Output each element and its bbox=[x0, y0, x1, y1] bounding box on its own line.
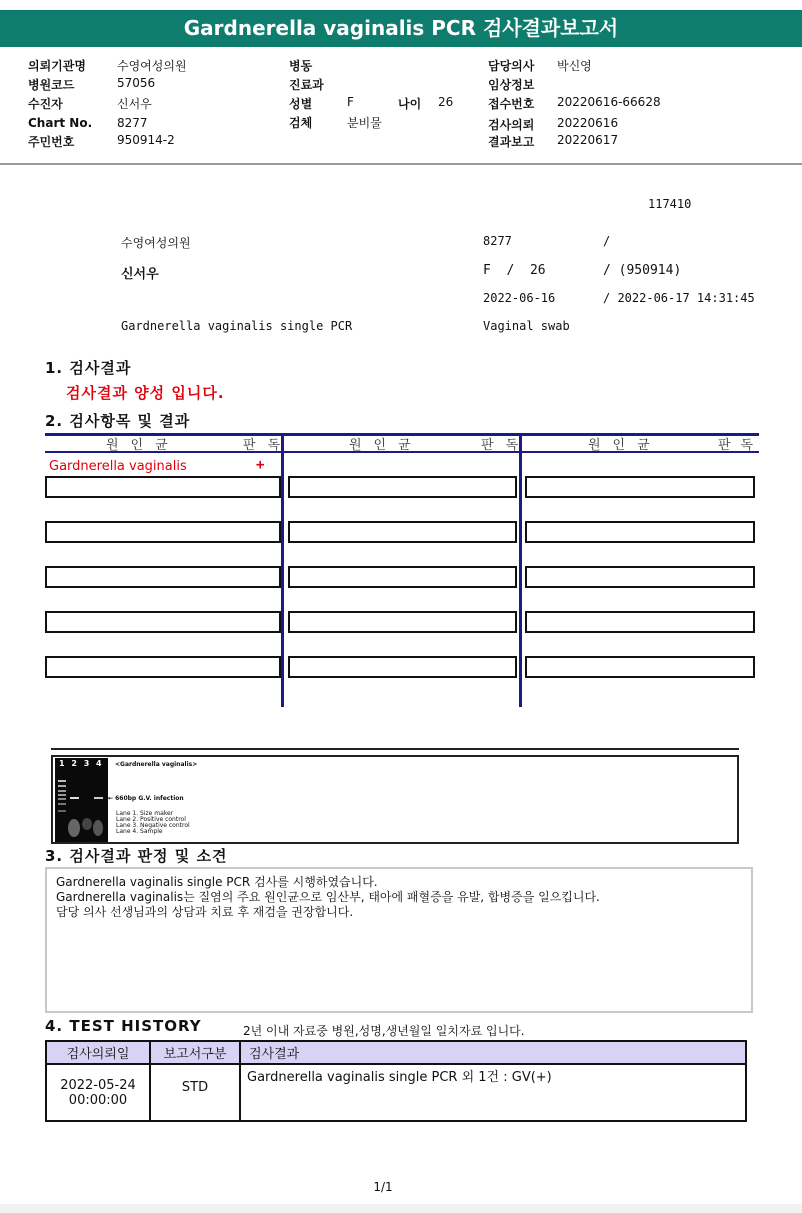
finding-line: Gardnerella vaginalis는 질염의 주요 원인균으로 임산부, 태아에 패혈증을 유발, 합병증을 일으킵니다. bbox=[56, 890, 600, 904]
summary-specimen: Vaginal swab bbox=[483, 319, 570, 333]
result-box bbox=[45, 521, 281, 543]
header-patient-label: 수진자 bbox=[28, 97, 63, 111]
header-resident-no-value: 950914-2 bbox=[117, 133, 175, 147]
summary-birth: / (950914) bbox=[603, 263, 682, 278]
page-number: 1/1 bbox=[373, 1180, 393, 1194]
header-specimen-value: 분비물 bbox=[347, 116, 382, 130]
header-ward-label: 병동 bbox=[289, 59, 313, 73]
overall-result: 검사결과 양성 입니다. bbox=[66, 384, 225, 402]
header-hospital-code-label: 병원코드 bbox=[28, 78, 75, 92]
header-request-date-label: 검사의뢰 bbox=[488, 118, 535, 132]
summary-patient-name: 신서우 bbox=[121, 267, 159, 282]
gel-legend-2: Lane 2. Positive control bbox=[116, 816, 186, 823]
header-report-date-value: 20220617 bbox=[557, 133, 619, 147]
result-box bbox=[288, 611, 517, 633]
header-clinical-info-label: 임상정보 bbox=[488, 78, 535, 92]
history-time: 00:00:00 bbox=[68, 1092, 128, 1108]
result-box bbox=[288, 521, 517, 543]
history-cell-date bbox=[46, 1064, 150, 1121]
finding-box bbox=[45, 867, 753, 1013]
summary-clinic: 수영여성의원 bbox=[121, 236, 191, 250]
gel-electrophoresis-image bbox=[55, 758, 108, 842]
result-box bbox=[45, 476, 281, 498]
result-box bbox=[525, 656, 755, 678]
finding-line: Gardnerella vaginalis single PCR 검사를 시행하였습니다. bbox=[56, 875, 378, 889]
section-2-heading: 2. 검사항목 및 결과 bbox=[45, 412, 191, 430]
header-chart-value: 8277 bbox=[117, 116, 148, 130]
section-3-heading: 3. 검사결과 판정 및 소견 bbox=[45, 847, 228, 865]
gel-legend-3: Lane 3. Negative control bbox=[116, 822, 190, 829]
result-box bbox=[288, 566, 517, 588]
summary-test-name: Gardnerella vaginalis single PCR bbox=[121, 319, 353, 333]
section-4-heading: 4. TEST HISTORY bbox=[45, 1017, 202, 1035]
history-note: 2년 이내 자료중 병원,성명,생년월일 일치자료 입니다. bbox=[243, 1024, 525, 1038]
grid-divider-1 bbox=[281, 433, 284, 707]
summary-chart: 8277 bbox=[483, 234, 512, 248]
gel-legend-4: Lane 4. Sample bbox=[116, 828, 163, 835]
header-doctor-value: 박신영 bbox=[557, 59, 592, 73]
col-header-judgment-2: 판독 bbox=[481, 438, 531, 453]
col-header-judgment-1: 판독 bbox=[243, 438, 293, 453]
header-doctor-label: 담당의사 bbox=[488, 59, 535, 73]
section-1-heading: 1. 검사결과 bbox=[45, 359, 132, 377]
history-result: Gardnerella vaginalis single PCR 외 1건 : GV(+) bbox=[240, 1064, 746, 1121]
result-judgment: + bbox=[256, 457, 265, 473]
gel-lane-numbers: 1 2 3 4 bbox=[59, 759, 102, 768]
summary-request-date: 2022-06-16 bbox=[483, 291, 556, 305]
result-box bbox=[525, 476, 755, 498]
history-table bbox=[45, 1040, 747, 1122]
header-age-value: 26 bbox=[438, 95, 454, 109]
grid-divider-2 bbox=[519, 433, 522, 707]
header-sex-value: F bbox=[347, 95, 354, 109]
gel-legend-1: Lane 1. Size maker bbox=[116, 810, 174, 817]
history-date: 2022-05-24 bbox=[60, 1077, 136, 1093]
header-sex-label: 성별 bbox=[289, 97, 313, 111]
header-clinic-label: 의뢰기관명 bbox=[28, 59, 86, 73]
summary-code: 117410 bbox=[648, 197, 692, 211]
header-divider bbox=[0, 163, 802, 165]
result-box bbox=[525, 611, 755, 633]
finding-line: 담당 의사 선생님과의 상담과 치료 후 재검을 권장합니다. bbox=[56, 905, 354, 919]
result-pathogen-name: Gardnerella vaginalis bbox=[49, 459, 187, 474]
gel-title: <Gardnerella vaginalis> bbox=[115, 761, 198, 768]
result-box bbox=[45, 611, 281, 633]
col-header-judgment-3: 판독 bbox=[718, 438, 764, 453]
header-specimen-label: 검체 bbox=[289, 116, 313, 130]
header-clinic-value: 수영여성의원 bbox=[117, 59, 187, 73]
header-chart-label: Chart No. bbox=[28, 116, 93, 130]
header-patient-value: 신서우 bbox=[117, 97, 152, 111]
summary-separator: / bbox=[603, 234, 611, 248]
history-type: STD bbox=[150, 1064, 240, 1121]
result-box bbox=[288, 656, 517, 678]
header-receipt-no-label: 접수번호 bbox=[488, 97, 535, 111]
col-header-pathogen-3: 원인균 bbox=[588, 438, 662, 453]
col-header-pathogen-2: 원인균 bbox=[349, 438, 423, 453]
header-dept-label: 진료과 bbox=[289, 78, 324, 92]
report-title: Gardnerella vaginalis PCR 검사결과보고서 bbox=[0, 10, 802, 47]
header-age-label: 나이 bbox=[398, 97, 422, 111]
header-request-date-value: 20220616 bbox=[557, 116, 619, 130]
history-header-row bbox=[46, 1041, 746, 1064]
table-row bbox=[46, 1064, 746, 1121]
header-receipt-no-value: 20220616-66628 bbox=[557, 95, 661, 109]
summary-report-datetime: / 2022-06-17 14:31:45 bbox=[603, 291, 755, 305]
header-hospital-code-value: 57056 bbox=[117, 76, 156, 90]
header-resident-no-label: 주민번호 bbox=[28, 135, 75, 149]
history-col-type: 보고서구분 bbox=[150, 1041, 240, 1064]
result-box bbox=[525, 566, 755, 588]
result-box bbox=[525, 521, 755, 543]
col-header-pathogen-1: 원인균 bbox=[106, 438, 180, 453]
result-box bbox=[288, 476, 517, 498]
history-col-result: 검사결과 bbox=[240, 1041, 746, 1064]
header-report-date-label: 결과보고 bbox=[488, 135, 535, 149]
summary-sex-age: F / 26 bbox=[483, 263, 546, 278]
history-col-date: 검사의뢰일 bbox=[46, 1041, 150, 1064]
result-box bbox=[45, 566, 281, 588]
result-box bbox=[45, 656, 281, 678]
gel-band-label: ← 660bp G.V. infection bbox=[108, 795, 184, 802]
gel-panel-rule bbox=[51, 748, 739, 750]
